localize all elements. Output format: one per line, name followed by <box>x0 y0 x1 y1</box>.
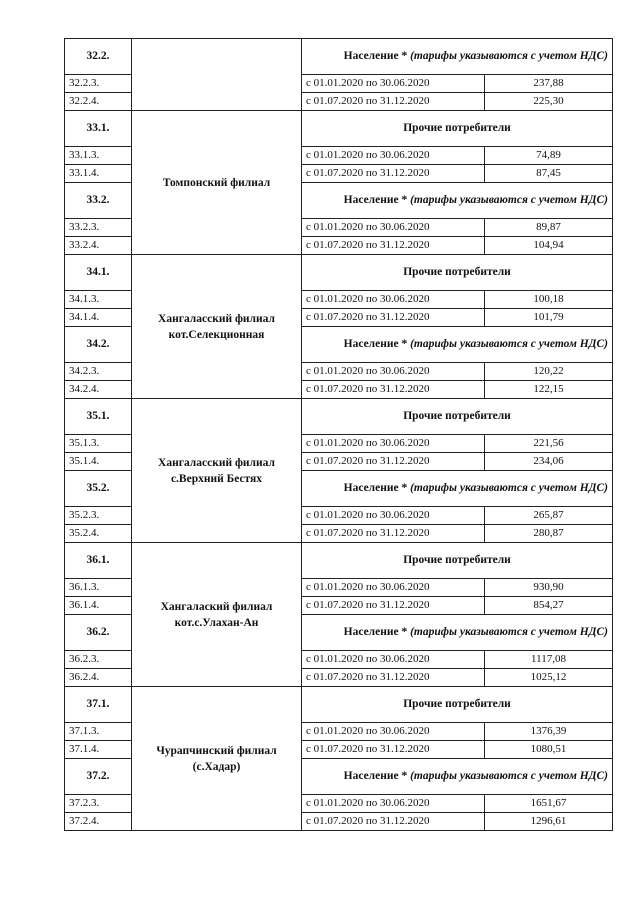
row-number: 36.2.3. <box>65 651 132 669</box>
row-number: 33.2.3. <box>65 219 132 237</box>
group-header-row <box>65 111 613 147</box>
row-number: 35.1.4. <box>65 453 132 471</box>
row-number: 37.2.4. <box>65 813 132 831</box>
tariff-period: с 01.01.2020 по 30.06.2020 <box>302 363 485 381</box>
tariff-period: с 01.07.2020 по 31.12.2020 <box>302 381 485 399</box>
tariff-table-container <box>64 38 612 831</box>
population-header <box>302 471 613 507</box>
population-vat-note: (тарифы указываются с учетом НДС) <box>410 482 608 494</box>
tariff-value: 122,15 <box>485 381 613 399</box>
population-label: Население * <box>343 626 411 638</box>
tariff-value: 265,87 <box>485 507 613 525</box>
tariff-period: с 01.01.2020 по 30.06.2020 <box>302 435 485 453</box>
population-header <box>302 759 613 795</box>
tariff-value: 234,06 <box>485 453 613 471</box>
tariff-period: с 01.01.2020 по 30.06.2020 <box>302 291 485 309</box>
row-number: 32.2.4. <box>65 93 132 111</box>
consumer-type-header: Прочие потребители <box>302 255 613 291</box>
row-number: 33.1.4. <box>65 165 132 183</box>
tariff-value: 280,87 <box>485 525 613 543</box>
population-vat-note: (тарифы указываются с учетом НДС) <box>410 194 608 206</box>
tariff-period: с 01.01.2020 по 30.06.2020 <box>302 147 485 165</box>
tariff-period: с 01.07.2020 по 31.12.2020 <box>302 525 485 543</box>
population-label: Население * <box>343 770 411 782</box>
row-number: 34.2.3. <box>65 363 132 381</box>
group-header-row <box>65 543 613 579</box>
tariff-value: 1651,67 <box>485 795 613 813</box>
tariff-period: с 01.01.2020 по 30.06.2020 <box>302 75 485 93</box>
population-header <box>302 615 613 651</box>
consumer-type-header: Прочие потребители <box>302 543 613 579</box>
branch-name: Хангалаский филиал кот.с.Улахан-Ан <box>132 543 302 687</box>
tariff-value: 74,89 <box>485 147 613 165</box>
population-header <box>302 183 613 219</box>
population-vat-note: (тарифы указываются с учетом НДС) <box>410 338 608 350</box>
branch-name: Томпонский филиал <box>132 111 302 255</box>
population-label: Население * <box>343 338 411 350</box>
population-vat-note: (тарифы указываются с учетом НДС) <box>410 626 608 638</box>
tariff-value: 854,27 <box>485 597 613 615</box>
tariff-value: 221,56 <box>485 435 613 453</box>
tariff-period: с 01.01.2020 по 30.06.2020 <box>302 795 485 813</box>
branch-name <box>132 39 302 111</box>
population-vat-note: (тарифы указываются с учетом НДС) <box>410 770 608 782</box>
group-number: 36.2. <box>65 615 132 651</box>
tariff-value: 89,87 <box>485 219 613 237</box>
tariff-value: 1025,12 <box>485 669 613 687</box>
group-number: 33.1. <box>65 111 132 147</box>
tariff-value: 100,18 <box>485 291 613 309</box>
row-number: 35.2.3. <box>65 507 132 525</box>
population-label: Население * <box>343 194 411 206</box>
row-number: 37.1.3. <box>65 723 132 741</box>
tariff-period: с 01.07.2020 по 31.12.2020 <box>302 669 485 687</box>
tariff-period: с 01.01.2020 по 30.06.2020 <box>302 507 485 525</box>
consumer-type-header: Прочие потребители <box>302 111 613 147</box>
row-number: 34.1.4. <box>65 309 132 327</box>
tariff-period: с 01.01.2020 по 30.06.2020 <box>302 579 485 597</box>
row-number: 34.2.4. <box>65 381 132 399</box>
population-label: Население * <box>343 482 411 494</box>
group-number: 33.2. <box>65 183 132 219</box>
row-number: 37.2.3. <box>65 795 132 813</box>
group-number: 34.1. <box>65 255 132 291</box>
tariff-period: с 01.07.2020 по 31.12.2020 <box>302 453 485 471</box>
tariff-period: с 01.07.2020 по 31.12.2020 <box>302 597 485 615</box>
group-number: 36.1. <box>65 543 132 579</box>
group-header-row <box>65 687 613 723</box>
row-number: 35.1.3. <box>65 435 132 453</box>
consumer-type-header: Прочие потребители <box>302 399 613 435</box>
row-number: 36.2.4. <box>65 669 132 687</box>
tariff-period: с 01.07.2020 по 31.12.2020 <box>302 237 485 255</box>
row-number: 34.1.3. <box>65 291 132 309</box>
tariff-value: 1117,08 <box>485 651 613 669</box>
group-header-row <box>65 255 613 291</box>
tariff-period: с 01.07.2020 по 31.12.2020 <box>302 309 485 327</box>
row-number: 33.2.4. <box>65 237 132 255</box>
population-header <box>302 39 613 75</box>
group-number: 35.1. <box>65 399 132 435</box>
branch-name: Хангаласский филиал кот.Селекционная <box>132 255 302 399</box>
tariff-value: 120,22 <box>485 363 613 381</box>
tariff-value: 87,45 <box>485 165 613 183</box>
tariff-period: с 01.01.2020 по 30.06.2020 <box>302 651 485 669</box>
tariff-value: 237,88 <box>485 75 613 93</box>
tariff-value: 1296,61 <box>485 813 613 831</box>
population-label: Население * <box>343 50 411 62</box>
tariff-value: 101,79 <box>485 309 613 327</box>
row-number: 35.2.4. <box>65 525 132 543</box>
group-number: 34.2. <box>65 327 132 363</box>
tariff-value: 225,30 <box>485 93 613 111</box>
branch-name: Хангаласский филиал с.Верхний Бестях <box>132 399 302 543</box>
tariff-value: 104,94 <box>485 237 613 255</box>
tariff-period: с 01.07.2020 по 31.12.2020 <box>302 165 485 183</box>
group-number: 37.2. <box>65 759 132 795</box>
tariff-period: с 01.07.2020 по 31.12.2020 <box>302 93 485 111</box>
group-number: 32.2. <box>65 39 132 75</box>
row-number: 37.1.4. <box>65 741 132 759</box>
tariff-value: 930,90 <box>485 579 613 597</box>
row-number: 32.2.3. <box>65 75 132 93</box>
group-number: 35.2. <box>65 471 132 507</box>
tariff-period: с 01.07.2020 по 31.12.2020 <box>302 813 485 831</box>
group-header-row <box>65 39 613 75</box>
tariff-value: 1376,39 <box>485 723 613 741</box>
tariff-period: с 01.07.2020 по 31.12.2020 <box>302 741 485 759</box>
branch-name: Чурапчинский филиал (с.Хадар) <box>132 687 302 831</box>
group-header-row <box>65 399 613 435</box>
tariff-period: с 01.01.2020 по 30.06.2020 <box>302 219 485 237</box>
row-number: 36.1.4. <box>65 597 132 615</box>
group-number: 37.1. <box>65 687 132 723</box>
population-header <box>302 327 613 363</box>
tariff-period: с 01.01.2020 по 30.06.2020 <box>302 723 485 741</box>
row-number: 33.1.3. <box>65 147 132 165</box>
tariff-table <box>64 38 613 831</box>
consumer-type-header: Прочие потребители <box>302 687 613 723</box>
row-number: 36.1.3. <box>65 579 132 597</box>
population-vat-note: (тарифы указываются с учетом НДС) <box>410 50 608 62</box>
tariff-value: 1080,51 <box>485 741 613 759</box>
